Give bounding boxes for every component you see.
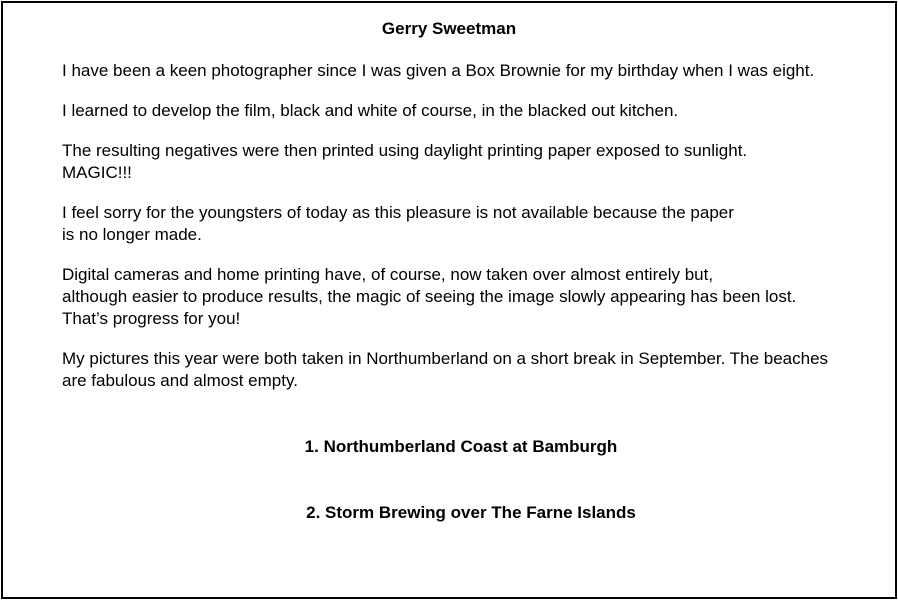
paragraph-intro xyxy=(62,60,892,82)
paragraph-line: are fabulous and almost empty. xyxy=(62,371,298,390)
paragraph-line: although easier to produce results, the magic of seeing the image slowly appearing has been lost. xyxy=(62,287,797,306)
paragraph-line: The resulting negatives were then printed using daylight printing paper exposed to sunlight. xyxy=(62,141,748,160)
document-title: Gerry Sweetman xyxy=(381,19,517,38)
paragraph-line: I feel sorry for the youngsters of today as this pleasure is not available because the paper xyxy=(62,203,734,222)
paragraph-line: I have been a keen photographer since I was given a Box Brownie for my birthday when I was eight. xyxy=(62,61,815,80)
document-body xyxy=(62,60,892,410)
paragraph-line: That’s progress for you! xyxy=(62,309,241,328)
paragraph-line: Digital cameras and home printing have, of course, now taken over almost entirely but, xyxy=(62,265,714,284)
paragraph-youngsters xyxy=(62,202,892,246)
paragraph-printing xyxy=(62,140,892,184)
paragraph-pictures xyxy=(62,348,892,392)
picture-title-1: 1. Northumberland Coast at Bamburgh xyxy=(304,437,618,456)
paragraph-line: MAGIC!!! xyxy=(62,163,132,182)
paragraph-digital xyxy=(62,264,892,330)
paragraph-line: I learned to develop the film, black and white of course, in the blacked out kitchen. xyxy=(62,101,679,120)
paragraph-line: My pictures this year were both taken in Northumberland on a short break in September. The beaches xyxy=(62,349,829,368)
paragraph-line: is no longer made. xyxy=(62,225,202,244)
paragraph-developing xyxy=(62,100,892,122)
picture-title-2: 2. Storm Brewing over The Farne Islands xyxy=(306,503,636,522)
